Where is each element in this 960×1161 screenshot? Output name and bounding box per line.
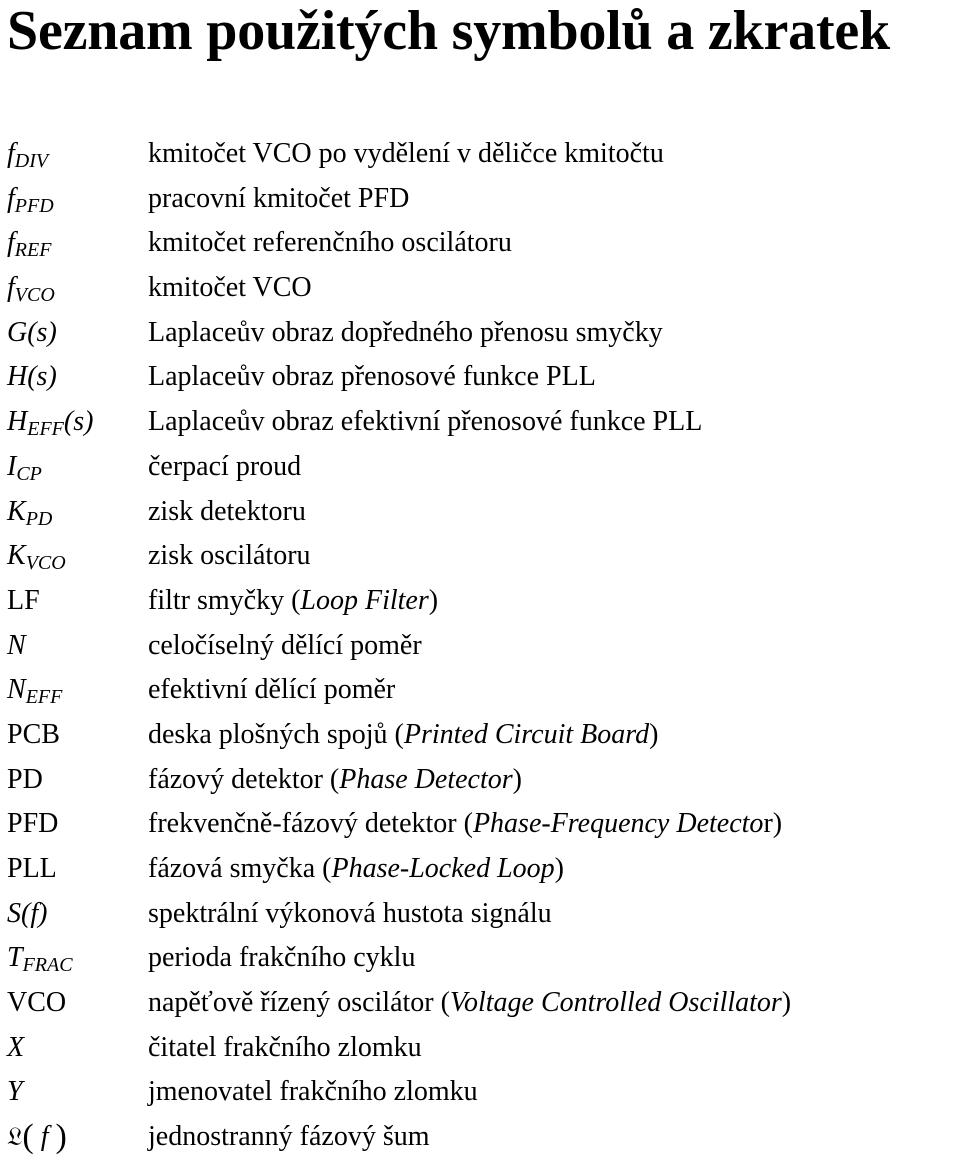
symbol-main: G xyxy=(7,316,28,348)
list-item xyxy=(0,266,960,311)
page-title: Seznam použitých symbolů a zkratek xyxy=(7,0,890,62)
symbol-subscript: DIV xyxy=(14,150,49,172)
symbol-main: K xyxy=(7,540,26,572)
list-item xyxy=(0,624,960,669)
description-text: jednostranný fázový šum xyxy=(148,1121,430,1153)
description-english-term: Phase-Frequency Detecto xyxy=(472,808,764,840)
symbol xyxy=(7,534,66,579)
list-item xyxy=(0,981,960,1026)
description xyxy=(148,1026,422,1071)
description-text: ) xyxy=(512,763,522,795)
symbol-subscript: REF xyxy=(14,239,52,262)
list-item xyxy=(0,758,960,803)
description-text: filtr smyčky ( xyxy=(148,584,301,616)
description xyxy=(148,847,564,892)
list-item xyxy=(0,936,960,981)
description-text: ) xyxy=(554,853,564,884)
symbol-subscript: VCO xyxy=(25,552,66,575)
description xyxy=(148,355,596,400)
description-text: jmenovatel frakčního zlomku xyxy=(148,1076,478,1108)
symbol: 𝔏( f ) xyxy=(7,1118,67,1156)
description xyxy=(148,981,791,1026)
symbol-subscript: EFF xyxy=(27,418,64,441)
list-item xyxy=(0,1026,960,1071)
symbol-main: X xyxy=(7,1031,25,1063)
symbol xyxy=(7,624,26,669)
symbol-main: S(f) xyxy=(7,897,48,929)
description xyxy=(148,802,782,847)
symbol xyxy=(7,981,66,1026)
symbol-main: H xyxy=(7,361,28,393)
description xyxy=(148,892,552,937)
description-text: Laplaceův obraz dopředného přenosu smyčky xyxy=(148,316,663,348)
symbol-main: T xyxy=(7,942,23,974)
description xyxy=(148,132,664,177)
description xyxy=(148,534,311,579)
symbol-main: N xyxy=(7,674,26,706)
symbol xyxy=(7,847,57,892)
symbol xyxy=(7,758,43,803)
symbol xyxy=(7,311,57,356)
description-english-term: Printed Circuit Board xyxy=(403,718,650,750)
description-text: pracovní kmitočet PFD xyxy=(148,182,410,214)
list-item xyxy=(0,400,960,445)
symbol xyxy=(7,177,54,222)
description xyxy=(148,624,422,669)
symbol-argument: (s) xyxy=(63,406,94,438)
symbol xyxy=(7,221,51,266)
list-item xyxy=(0,177,960,222)
description-text: celočíselný dělící poměr xyxy=(148,629,422,661)
description-text: efektivní dělící poměr xyxy=(148,674,396,706)
description-text: kmitočet VCO xyxy=(148,272,312,304)
description xyxy=(148,668,395,713)
description xyxy=(148,1115,430,1160)
description-text: čitatel frakčního zlomku xyxy=(148,1031,422,1063)
symbol xyxy=(7,1070,23,1115)
symbol xyxy=(7,400,93,445)
description-text: fázový detektor ( xyxy=(148,763,340,795)
description-text: r) xyxy=(763,808,783,840)
symbol-main: f xyxy=(7,227,15,259)
symbol-subscript: VCO xyxy=(14,284,55,307)
description-text: kmitočet referenčního oscilátoru xyxy=(148,227,512,259)
symbol-subscript: PFD xyxy=(14,194,54,217)
symbol-argument: (s) xyxy=(27,361,57,393)
symbol xyxy=(7,892,47,937)
list-item xyxy=(0,445,960,490)
symbol-main: I xyxy=(7,450,17,482)
symbol xyxy=(7,445,42,490)
description xyxy=(148,311,663,356)
symbol-main: f xyxy=(7,138,15,169)
list-item xyxy=(0,847,960,892)
symbol-main: f xyxy=(7,182,15,214)
symbol xyxy=(7,266,55,311)
description-text: frekvenčně-fázový detektor ( xyxy=(148,808,473,840)
list-item xyxy=(0,221,960,266)
symbol-subscript: FRAC xyxy=(22,954,73,977)
description-text: čerpací proud xyxy=(148,450,302,482)
list-item xyxy=(0,355,960,400)
description-text: Laplaceův obraz efektivní přenosové funkce PLL xyxy=(148,406,703,438)
description-text: deska plošných spojů ( xyxy=(148,718,404,750)
symbol-main: Y xyxy=(7,1076,23,1108)
description-english-term: Voltage Controlled Oscillator xyxy=(449,987,782,1019)
symbol xyxy=(7,132,48,177)
description xyxy=(148,758,522,803)
symbol-subscript: PD xyxy=(25,507,53,530)
description-text: ) xyxy=(649,718,659,750)
symbol-subscript: CP xyxy=(16,462,42,485)
description-english-term: Phase-Locked Loop xyxy=(331,853,555,884)
list-item xyxy=(0,668,960,713)
symbol-list xyxy=(0,132,960,1160)
description xyxy=(148,445,301,490)
description xyxy=(148,490,306,535)
description-text: kmitočet VCO po vydělení v děličce kmitočtu xyxy=(148,138,664,169)
symbol xyxy=(7,802,58,847)
symbol xyxy=(7,1026,24,1071)
list-item xyxy=(0,892,960,937)
description xyxy=(148,1070,478,1115)
symbol-main: LF xyxy=(7,584,40,616)
description xyxy=(148,221,512,266)
list-item xyxy=(0,1115,960,1160)
description xyxy=(148,579,438,624)
symbol-main: PD xyxy=(7,763,43,795)
symbol-main: N xyxy=(7,629,26,661)
description-text: spektrální výkonová hustota signálu xyxy=(148,897,552,929)
symbol-main: PCB xyxy=(7,718,60,750)
symbol xyxy=(7,490,52,535)
description-english-term: Loop Filter xyxy=(300,584,429,616)
list-item xyxy=(0,311,960,356)
list-item xyxy=(0,1070,960,1115)
description-text: zisk oscilátoru xyxy=(148,540,311,572)
description-text: zisk detektoru xyxy=(148,495,306,527)
description xyxy=(148,177,409,222)
list-item xyxy=(0,579,960,624)
list-item xyxy=(0,534,960,579)
symbol xyxy=(7,579,40,624)
symbol xyxy=(7,668,62,713)
symbol-main: PFD xyxy=(7,808,59,840)
symbol-argument: (s) xyxy=(27,316,57,348)
symbol xyxy=(7,936,73,981)
description-text: napěťově řízený oscilátor ( xyxy=(148,987,450,1019)
description-text: ) xyxy=(428,584,439,616)
description xyxy=(148,400,702,445)
list-item xyxy=(0,713,960,758)
description xyxy=(148,936,415,981)
symbol-main: f xyxy=(7,272,15,304)
symbol-subscript: EFF xyxy=(25,686,63,709)
list-item xyxy=(0,132,960,177)
symbol-main: H xyxy=(7,406,28,438)
description xyxy=(148,713,658,758)
symbol-main: 𝔏 xyxy=(7,1122,23,1153)
description-text: ) xyxy=(781,987,792,1019)
symbol xyxy=(7,355,57,400)
list-item xyxy=(0,802,960,847)
symbol-arg: f xyxy=(33,1121,56,1153)
list-item xyxy=(0,490,960,535)
symbol-main: VCO xyxy=(7,987,67,1019)
description xyxy=(148,266,312,311)
description-text: perioda frakčního cyklu xyxy=(148,942,416,974)
symbol-main: K xyxy=(7,495,26,527)
description-text: Laplaceův obraz přenosové funkce PLL xyxy=(148,361,596,393)
description-english-term: Phase Detector xyxy=(339,763,513,795)
symbol xyxy=(7,713,60,758)
symbol-main: PLL xyxy=(7,853,57,884)
description-text: fázová smyčka ( xyxy=(148,853,332,884)
